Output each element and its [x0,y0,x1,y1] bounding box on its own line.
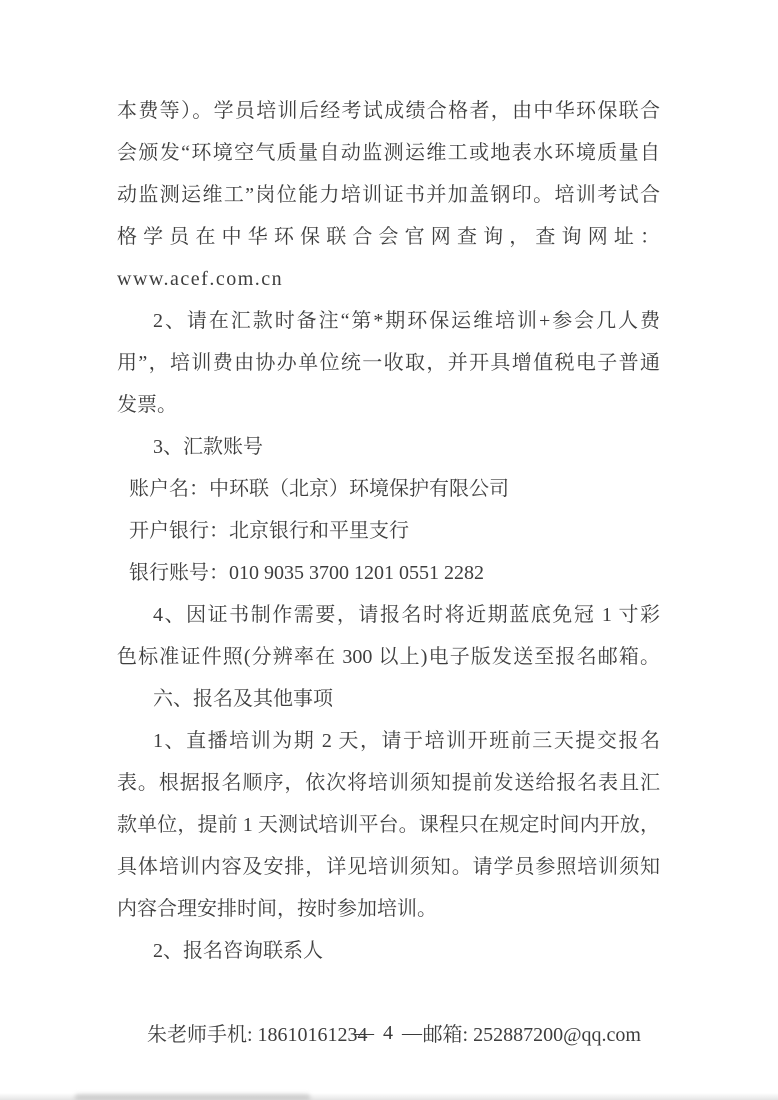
scan-smudge-artifact [75,1094,310,1100]
body-line: 款单位，提前 1 天测试培训平台。课程只在规定时间内开放， [117,814,660,836]
body-line: 会颁发“环境空气质量自动监测运维工或地表水环境质量自 [117,142,660,164]
body-line: 内容合理安排时间，按时参加培训。 [117,898,437,920]
page-number: — 4 — [354,1022,424,1044]
body-line: 表。根据报名顺序，依次将培训须知提前发送给报名表且汇 [117,772,660,794]
body-line: 具体培训内容及安排，详见培训须知。请学员参照培训须知 [117,856,660,878]
account-number-line: 银行账号：010 9035 3700 1201 0551 2282 [129,562,484,584]
body-line: 格学员在中华环保联合会官网查询，查询网址： [117,226,660,248]
body-line: 用”，培训费由协办单位统一收取，并开具增值税电子普通 [117,352,660,374]
body-line: 动监测运维工”岗位能力培训证书并加盖钢印。培训考试合 [117,184,660,206]
remit-account-heading: 3、汇款账号 [153,436,263,458]
body-line: 色标准证件照(分辨率在 300 以上)电子版发送至报名邮箱。 [117,646,660,668]
contact-line [117,972,660,1046]
body-line: 本费等）。学员培训后经考试成绩合格者，由中华环保联合 [117,100,660,122]
document-body [117,90,660,1046]
remit-note-line: 2、请在汇款时备注“第*期环保运维培训+参会几人费 [153,310,660,332]
photo-note-line: 4、因证书制作需要，请报名时将近期蓝底免冠 1 寸彩 [153,604,660,626]
section-heading-line: 六、报名及其他事项 [153,688,333,710]
contact-phone: 朱老师手机: 18610161234 [147,1024,368,1046]
bank-line: 开户银行：北京银行和平里支行 [129,520,409,542]
account-name-line: 账户名：中环联（北京）环境保护有限公司 [129,478,509,500]
website-url: www.acef.com.cn [117,268,284,290]
body-line: 发票。 [117,394,177,416]
contact-email: 邮箱: 252887200@qq.com [422,1024,641,1046]
body-line: 1、直播培训为期 2 天，请于培训开班前三天提交报名 [153,730,660,752]
contact-heading-line: 2、报名咨询联系人 [153,940,323,962]
